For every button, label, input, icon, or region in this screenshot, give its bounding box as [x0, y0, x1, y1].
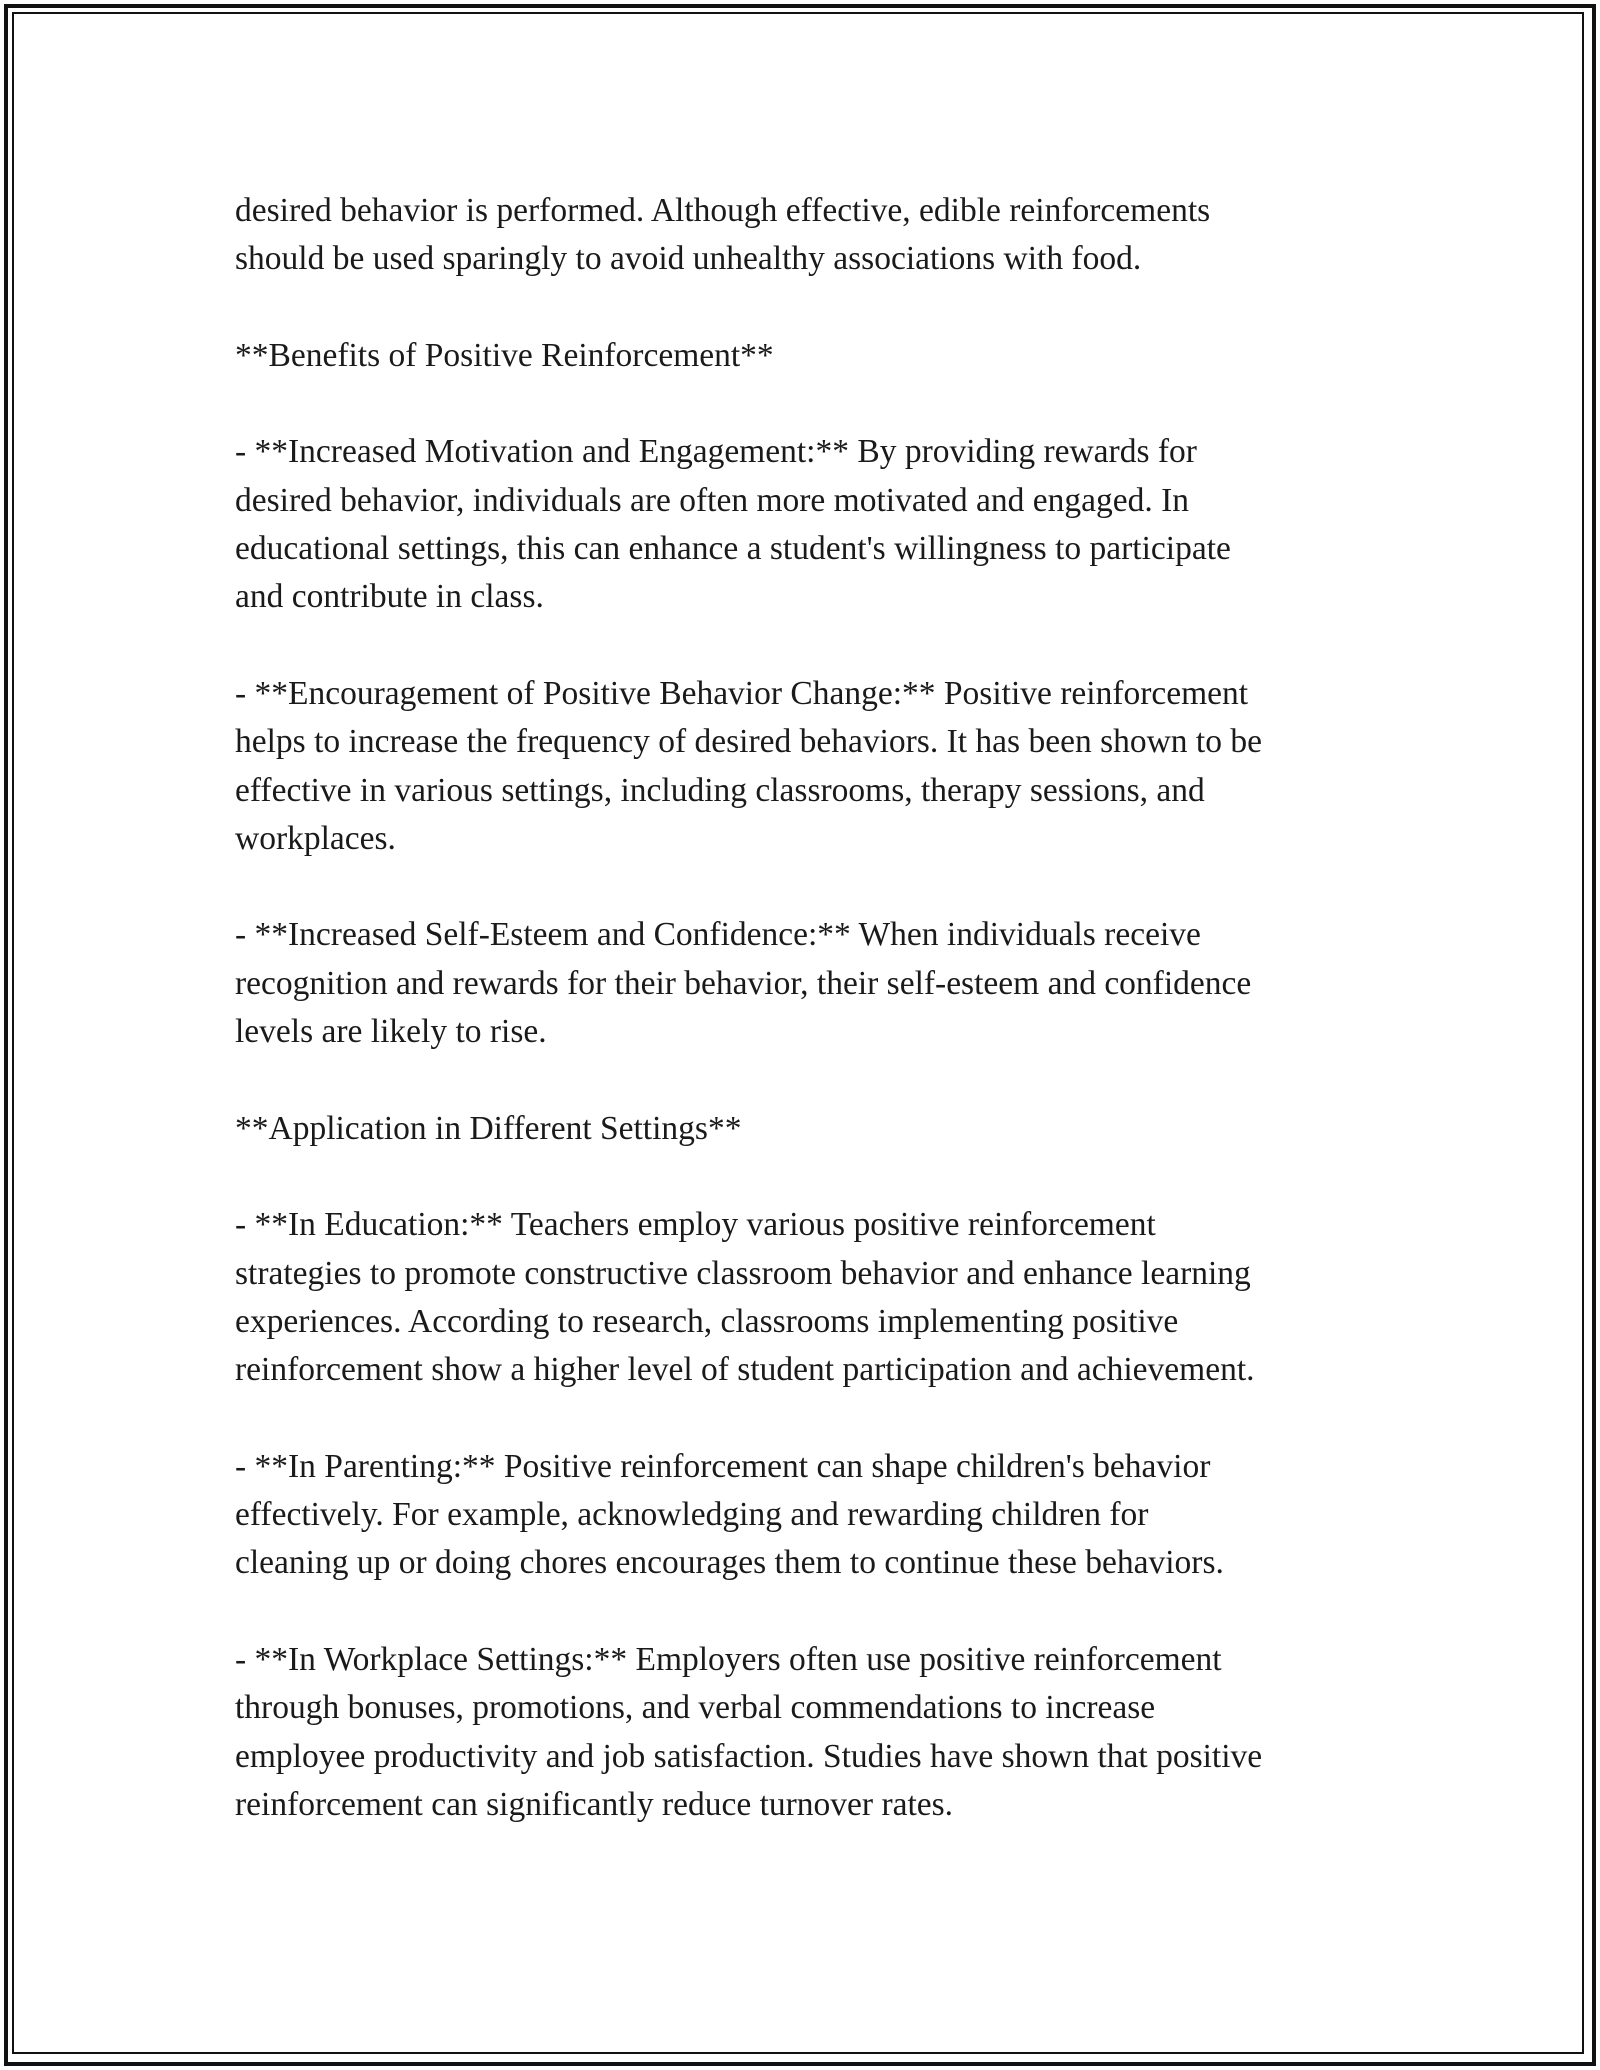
text-line: desired behavior, individuals are often more motivated and engaged. In — [235, 481, 1190, 519]
document-body — [235, 187, 1385, 1877]
text-line: levels are likely to rise. — [235, 1013, 547, 1051]
text-line: effectively. For example, acknowledging and rewarding children for — [235, 1496, 1149, 1534]
text-line: recognition and rewards for their behavior, their self-esteem and confidence — [235, 964, 1252, 1002]
list-item-motivation — [235, 428, 1385, 621]
list-item-parenting — [235, 1443, 1385, 1588]
heading-benefits — [235, 332, 1385, 380]
text-line: - **In Education:** Teachers employ various positive reinforcement — [235, 1206, 1156, 1244]
text-line: effective in various settings, including classrooms, therapy sessions, and — [235, 771, 1205, 809]
text-line: **Application in Different Settings** — [235, 1109, 742, 1147]
paragraph-edible-reinforcement — [235, 187, 1385, 284]
text-line: reinforcement show a higher level of student participation and achievement. — [235, 1351, 1255, 1389]
text-line: experiences. According to research, classrooms implementing positive — [235, 1302, 1179, 1340]
text-line: educational settings, this can enhance a student's willingness to participate — [235, 530, 1231, 568]
text-line: desired behavior is performed. Although effective, edible reinforcements — [235, 192, 1211, 229]
text-line: cleaning up or doing chores encourages them to continue these behaviors. — [235, 1544, 1224, 1582]
list-item-education — [235, 1201, 1385, 1394]
text-line: - **In Parenting:** Positive reinforcement can shape children's behavior — [235, 1447, 1211, 1485]
text-line: - **Encouragement of Positive Behavior Change:** Positive reinforcement — [235, 674, 1249, 712]
list-item-self-esteem — [235, 911, 1385, 1056]
list-item-workplace — [235, 1636, 1385, 1829]
text-line: reinforcement can significantly reduce turnover rates. — [235, 1785, 954, 1823]
text-line: strategies to promote constructive classroom behavior and enhance learning — [235, 1254, 1251, 1292]
text-line: employee productivity and job satisfaction. Studies have shown that positive — [235, 1737, 1263, 1775]
text-line: helps to increase the frequency of desired behaviors. It has been shown to be — [235, 723, 1262, 761]
text-line: and contribute in class. — [235, 578, 544, 616]
text-line: should be used sparingly to avoid unhealthy associations with food. — [235, 240, 1142, 278]
text-line: through bonuses, promotions, and verbal commendations to increase — [235, 1689, 1156, 1727]
text-line: **Benefits of Positive Reinforcement** — [235, 336, 774, 374]
text-line: workplaces. — [235, 819, 396, 857]
text-line: - **Increased Self-Esteem and Confidence:** When individuals receive — [235, 916, 1201, 954]
heading-application — [235, 1105, 1385, 1153]
text-line: - **Increased Motivation and Engagement:** By providing rewards for — [235, 433, 1197, 471]
text-line: - **In Workplace Settings:** Employers often use positive reinforcement — [235, 1640, 1222, 1678]
list-item-behavior-change — [235, 670, 1385, 863]
